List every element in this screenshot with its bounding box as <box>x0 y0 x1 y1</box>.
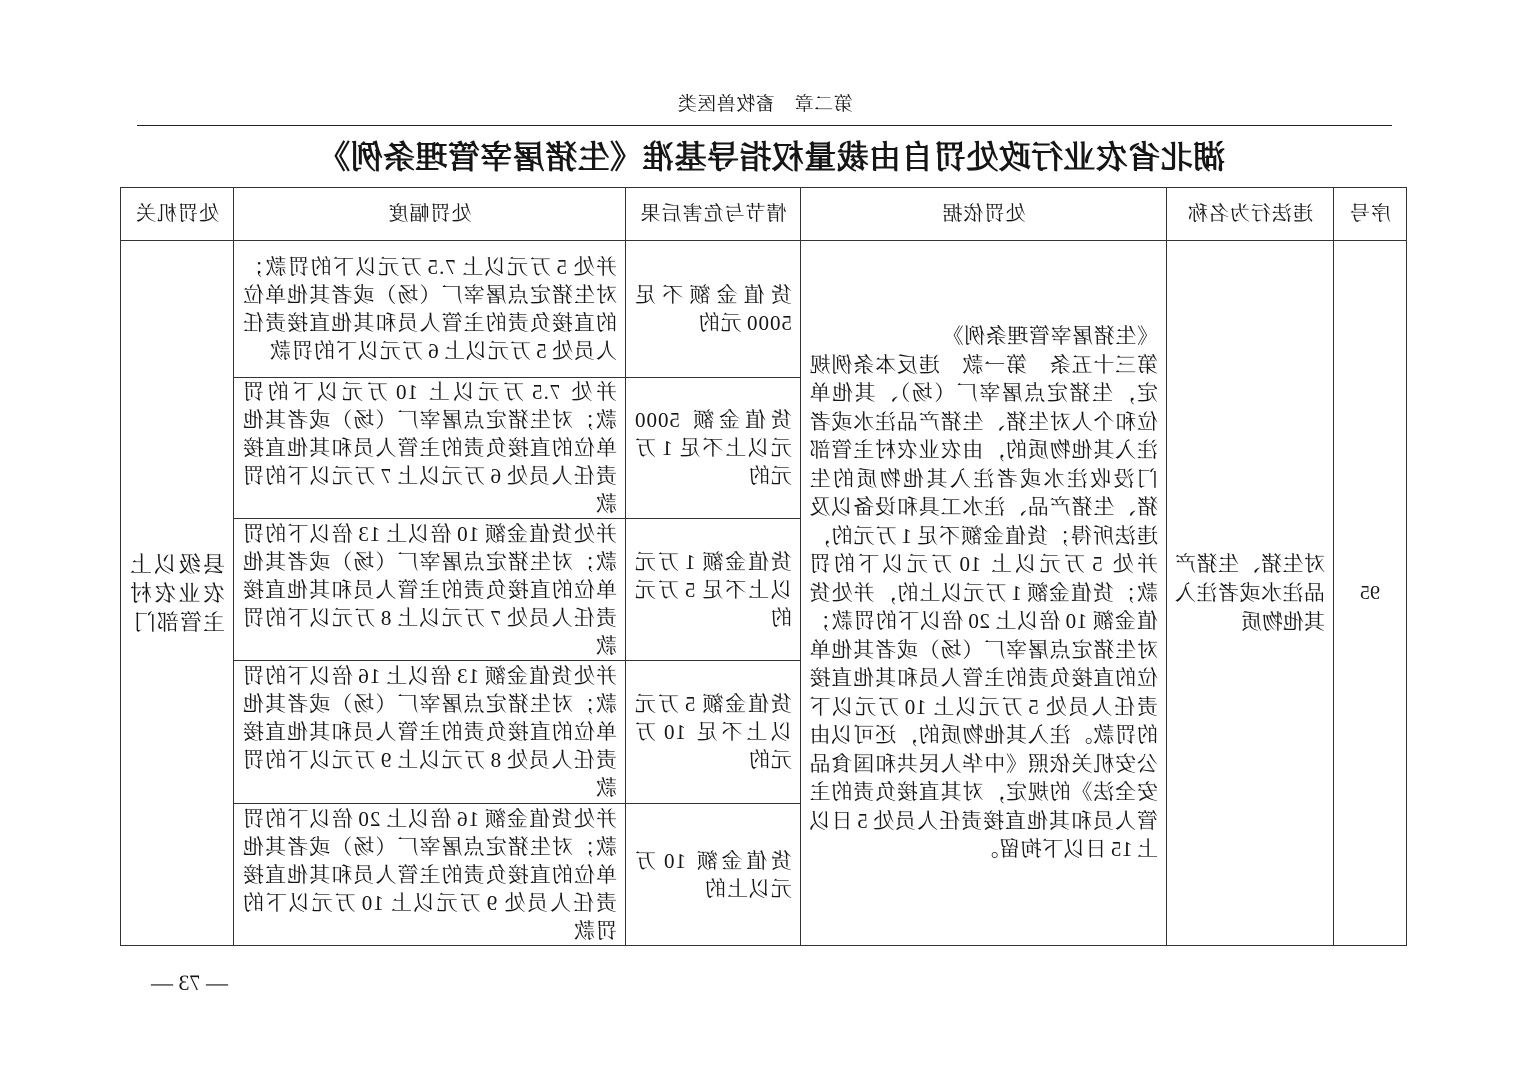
table-header-row <box>121 188 1407 241</box>
penalty-range-cell: 并处 7.5 万元以上 10 万元以下的罚款；对生猪定点屠宰厂（场）或者其他单位的直接负责的主管人员和其他直接责任人员处 6 万元以上 7 万元以下的罚款 <box>234 378 626 519</box>
page-number: — 73 — <box>151 970 228 995</box>
violation-name: 对生猪、生猪产品注水或者注入其他物质 <box>1167 241 1334 946</box>
column-header-authority: 处罚机关 <box>121 188 234 241</box>
column-header-basis: 处罚依据 <box>801 188 1167 241</box>
column-header-violation: 违法行为名称 <box>1167 188 1334 241</box>
basis-text: 第三十五条 第一款 违反本条例规定，生猪定点屠宰厂（场）、其他单位和个人对生猪、生猪产品注水或者注入其他物质的，由农业农村主管部门没收注水或者注入其他物质的生猪、生猪产品、注水工具和设备以及违法所得；货值金额不足 1 万元的，并处 5 万元以上 10 万元以下的罚款；货值金额 1 万元以上的，并处货值金额 10 倍以上 20 倍以下的罚款；对生猪定点屠宰厂（场）或者其他单位的直接负责的主管人员和其他直接责任人员处 5 万元以上 10 万元以下的罚款。注入其他物质的，还可以由公安机关依照《中华人民共和国食品安全法》的规定，对其直接负责的主管人员和其他直接责任人员处 5 日以上 15 日以下拘留。 <box>809 352 1158 862</box>
penalty-range-cell: 并处货值金额 10 倍以上 13 倍以下的罚款；对生猪定点屠宰厂（场）或者其他单位的直接负责的主管人员和其他直接责任人员处 7 万元以上 8 万元以下的罚款 <box>234 519 626 661</box>
table-row <box>121 241 1407 378</box>
penalty-range-cell: 并处货值金额 16 倍以上 20 倍以下的罚款；对生猪定点屠宰厂（场）或者其他单位的直接负责的主管人员和其他直接责任人员处 9 万元以上 10 万元以下的罚款 <box>234 804 626 946</box>
document-title: 湖北省农业行政处罚自由裁量权指导基准《生猪屠宰管理条例》 <box>317 139 1226 175</box>
circumstance-cell: 货值金额 1 万元以上不足 5 万元的 <box>626 519 801 661</box>
circumstance-cell: 货值金额 5 万元以上不足 10 万元的 <box>626 661 801 804</box>
penalty-basis <box>801 241 1167 946</box>
penalty-authority: 县级以上农业农村主管部门 <box>121 241 234 946</box>
chapter-header: 第二章 畜牧兽医类 <box>677 94 853 115</box>
column-header-penalty-range: 处罚幅度 <box>234 188 626 241</box>
basis-source: 《生猪屠宰管理条例》 <box>942 324 1158 349</box>
circumstance-cell: 货值金额 5000 元以上不足 1 万元的 <box>626 378 801 519</box>
record-number: 95 <box>1334 241 1407 946</box>
circumstance-cell: 货值金额不足 5000 元的 <box>626 241 801 378</box>
header-rule <box>137 125 1392 126</box>
penalty-range-cell: 并处货值金额 13 倍以上 16 倍以下的罚款；对生猪定点屠宰厂（场）或者其他单位的直接负责的主管人员和其他直接责任人员处 8 万元以上 9 万元以下的罚款 <box>234 661 626 804</box>
column-header-circumstance: 情节与危害后果 <box>626 188 801 241</box>
penalty-range-cell: 并处 5 万元以上 7.5 万元以下的罚款；对生猪定点屠宰厂（场）或者其他单位的直接负责的主管人员和其他直接责任人员处 5 万元以上 6 万元以下的罚款 <box>234 241 626 378</box>
column-header-number: 序号 <box>1334 188 1407 241</box>
circumstance-cell: 货值金额 10 万元以上的 <box>626 804 801 946</box>
penalty-standard-table <box>120 187 1407 946</box>
